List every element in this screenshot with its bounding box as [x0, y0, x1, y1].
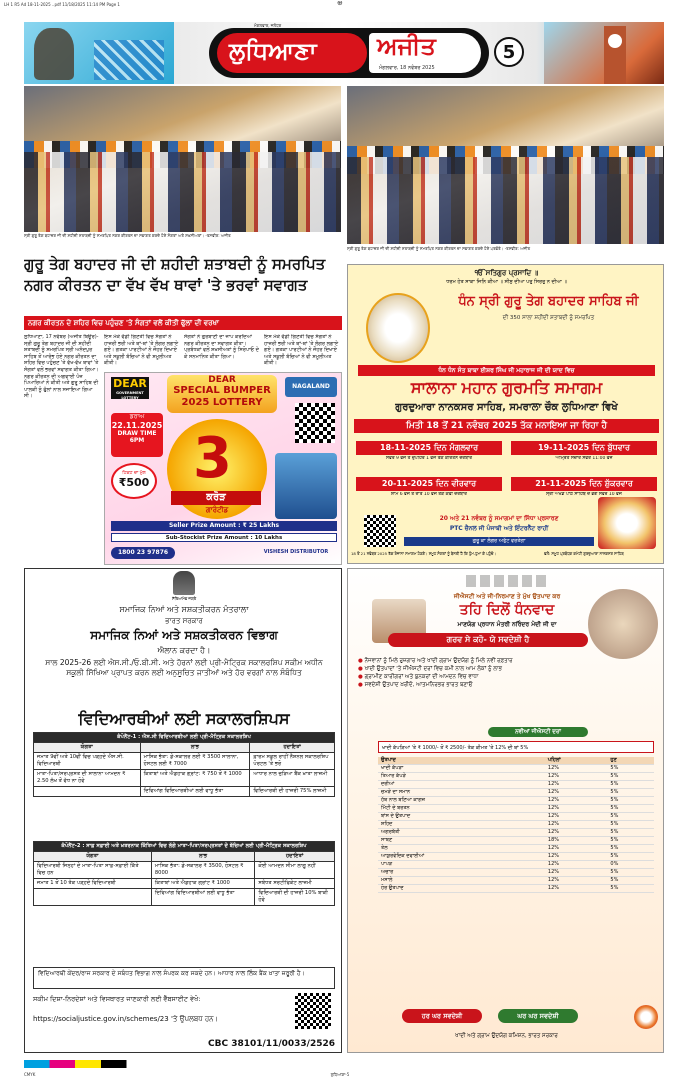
gst-points — [358, 657, 588, 689]
masthead-left-art — [24, 22, 174, 84]
gst-col-before: ਪਹਿਲਾਂ — [545, 757, 607, 765]
samagam-subtitle: ਦੀ 350 ਸਾਲਾ ਸ਼ਹੀਦੀ ਸ਼ਤਾਬਦੀ ਨੂੰ ਸਮਰਪਿਤ — [502, 315, 595, 321]
color-bar — [24, 1060, 664, 1068]
component-1-title: ਕੰਪੋਨੈਂਟ-1 : ਐਸ.ਸੀ ਵਿਦਿਆਰਥੀਆਂ ਲਈ ਪ੍ਰੀ-ਮੈਟ੍ਰਿਕ ਸਕਾਲਰਸ਼ਿਪ — [34, 733, 335, 743]
day-3-detail: ਸ਼ਾਮ 6 ਵਜੇ ਤੋਂ ਰਾਤ 10 ਵਜੇ ਤੱਕ ਕਵੀ ਦਰਬਾਰ — [391, 492, 467, 497]
lottery-distributor: VISHESH DISTRIBUTOR — [263, 549, 329, 555]
gst-heading: ਜੀਐਸਟੀ ਅਤੇ ਜੀ-ਨਿਰਮਾਣ ਤੇ ਮੁੱਖ ਉਤਪਾਦ ਕਰ — [453, 593, 561, 600]
department-name: ਸਮਾਜਿਕ ਨਿਆਂ ਅਤੇ ਸਸ਼ਕਤੀਕਰਨ ਵਿਭਾਗ — [90, 628, 278, 642]
table-row: ਚਮੜੇ ਦਾ ਸਮਾਨ 12% 5% — [378, 789, 654, 797]
draw-box: ਡਰਾਅ 22.11.2025 DRAW TIME 6PM — [111, 413, 163, 457]
component-2-title: ਕੰਪੋਨੈਂਟ-2 : ਸਾਫ਼ ਸਫ਼ਾਈ ਅਤੇ ਖ਼ਤਰਨਾਕ ਕਿੱਤਿਆਂ ਵਿਚ ਲੱਗੇ ਮਾਤਾ-ਪਿਤਾ/ਸਰਪ੍ਰਸਤਾਂ ਦੇ ਬੱਚਿਆਂ ਲਈ ਪ੍ਰੀ-ਮੈਟ੍ਰਿਕ ਸਕਾਲਰਸ਼ਿਪ — [34, 842, 335, 852]
gst-slogan: ਗਰਵ ਸੇ ਕਹੋ- ਯੇ ਸਵਦੇਸ਼ੀ ਹੈ — [388, 633, 588, 647]
article-column-2: ਇਸ ਮੌਕੇ ਵੱਡੀ ਗਿਣਤੀ ਵਿਚ ਸੰਗਤਾਂ ਨੇ ਹਾਜ਼ਰੀ ਭਰੀ ਅਤੇ ਥਾਂ-ਥਾਂ 'ਤੇ ਲੰਗਰ ਲਗਾਏ ਗਏ। ਗਤਕਾ ਪਾਰਟੀਆਂ ਨੇ ਜੌਹਰ ਦਿਖਾਏ ਅਤੇ ਸਕੂਲੀ ਬੱਚਿਆਂ ਨੇ ਵੀ ਸ਼ਮੂਲੀਅਤ ਕੀਤੀ। — [104, 334, 179, 367]
samagam-langar: ਗੁਰੂ ਕਾ ਲੰਗਰ ਅਤੁੱਟ ਵਰਤੇਗਾ — [404, 537, 594, 546]
swadeshi-button-1: ਹਰ ਘਰ ਸਵਦੇਸ਼ੀ — [402, 1009, 482, 1023]
gst-table-title: ਨਵੀਆਂ ਜੀਐਸਟੀ ਦਰਾਂ — [488, 727, 588, 737]
photo-left — [24, 86, 341, 232]
prize-amount: 3 — [193, 426, 232, 491]
lottery-title: DEAR SPECIAL BUMPER 2025 LOTTERY — [167, 375, 277, 413]
brand-ambassador-photo — [275, 453, 337, 519]
samagam-qr — [364, 515, 396, 547]
edition-note: ਮੰਗਲਵਾਰ, ਜਲੰਧਰ — [254, 23, 282, 28]
day-1-label: 18-11-2025 ਦਿਨ ਮੰਗਲਵਾਰ — [356, 441, 502, 455]
gst-price-line: ਖਾਦੀ ਕੱਪੜਿਆਂ 'ਤੇ ₹ 1000/- ਤੋਂ ₹ 2500/- ਤੱਕ ਕੀਮਤ 'ਤੇ 12% ਦੀ ਥਾਂ 5% — [378, 741, 654, 753]
city-title: ਲੁਧਿਆਣਾ — [229, 37, 317, 65]
list-item: ● ਨੌਜਵਾਨਾਂ ਨੂੰ ਮਿਲੇ ਰੁਜ਼ਗਾਰ ਅਤੇ ਖਾਦੀ ਗ੍ਰਾਮ ਉਦਯੋਗ ਨੂੰ ਮਿਲੇ ਨਵੀਂ ਰਫ਼ਤਾਰ — [358, 658, 513, 664]
scholarship-title: ਵਿਦਿਆਰਥੀਆਂ ਲਈ ਸਕਾਲਰਸ਼ਿਪਸ — [78, 709, 290, 728]
col-header-benefits: ਲਾਭ — [140, 743, 250, 753]
footer-page-label: ਲੁਧਿਆਣਾ-5 — [330, 1072, 350, 1077]
table-row: ਬਾਂਸ ਦੇ ਉਤਪਾਦ 12% 5% — [378, 813, 654, 821]
table-row: ਦਿਵਿਆਂਗ ਵਿਦਿਆਰਥੀਆਂ ਲਈ ਵਾਧੂ ਭੱਤਾ ਵਿਦਿਆਰਥੀ ਦੀ ਹਾਜ਼ਰੀ 10% ਬਾਕੀ ਹੋਵੇ — [34, 889, 335, 906]
table-row: ਮਾਤਾ-ਪਿਤਾ/ਸਰਪ੍ਰਸਤ ਦੀ ਸਾਲਾਨਾ ਆਮਦਨ ₹ 2.50 ਲੱਖ ਤੋਂ ਵੱਧ ਨਾ ਹੋਵੇ ਕਿਤਾਬਾਂ ਅਤੇ ਐਡਹਾਕ ਗ੍ਰਾਂਟ: ₹ 750 ਤੋਂ ₹ 1000 ਆਧਾਰ ਨਾਲ ਜੁੜਿਆ ਬੈਂਕ ਖ਼ਾਤਾ ਲਾਜ਼ਮੀ — [34, 770, 335, 787]
samagam-channels: PTC ਚੈਨਲ ਜੀ ਪੰਜਾਬੀ ਅਤੇ ਇੰਟਰਨੈੱਟ ਰਾਹੀਂ — [449, 525, 549, 532]
table-row: ਜਮਾਤ 9ਵੀਂ ਅਤੇ 10ਵੀਂ ਵਿਚ ਪੜ੍ਹਦੇ ਐਸ.ਸੀ. ਵਿਦਿਆਰਥੀ ਮਾਸਿਕ ਭੱਤਾ: ਡੇ-ਸਕਾਲਰ ਲਈ ₹ 3500 ਸਾਲਾਨਾ, ਹੋਸਟਲ ਲਈ ₹ 7000 ਫ਼ਾਰਮ ਸਕੂਲ ਰਾਹੀਂ ਨੈਸ਼ਨਲ ਸਕਾਲਰਸ਼ਿਪ ਪੋਰਟਲ 'ਤੇ ਭਰੋ — [34, 753, 335, 770]
gst-rate-table — [378, 757, 654, 893]
lottery-brand: DEAR GOVERNMENT LOTTERY — [111, 377, 149, 399]
scholarship-intro: ਸਾਲ 2025-26 ਲਈ ਐਸ.ਸੀ./ਓ.ਬੀ.ਸੀ. ਅਤੇ ਹੋਰਨਾਂ ਲਈ ਪ੍ਰੀ-ਮੈਟ੍ਰਿਕ ਸਕਾਲਰਸ਼ਿਪ ਸਕੀਮ ਅਧੀਨ ਸਕੂਲੀ ਸਿੱਖਿਆ ਪ੍ਰਾਪਤ ਕਰਨ ਲਈ ਅਨੁਸੂਚਿਤ ਜਾਤੀਆਂ ਅਤੇ ਹੋਰ ਵਰਗਾਂ ਨਾਲ ਸੰਬੰਧਿਤ — [45, 658, 323, 677]
table-row: ਅਚਾਰ 12% 5% — [378, 869, 654, 877]
lottery-ad — [104, 372, 342, 565]
swadeshi-button-2: ਘਰ ਘਰ ਸਵਦੇਸ਼ੀ — [498, 1009, 578, 1023]
lottery-phone: 1800 23 97876 — [111, 547, 175, 559]
samagam-main-title: ਸਾਲਾਨਾ ਮਹਾਨ ਗੁਰਮਤਿ ਸਮਾਗਮ — [410, 378, 603, 397]
samagam-footer-right: ਵਲੋਂ: ਸਮੂਹ ਪ੍ਰਬੰਧਕ ਕਮੇਟੀ ਗੁਰਦੁਆਰਾ ਨਾਨਕਸਰ ਸਾਹਿਬ — [544, 551, 624, 556]
list-item: ● ਗ੍ਰਾਮੀਣ ਕਾਰੀਗਰਾਂ ਅਤੇ ਬੁਨਕਰਾਂ ਦੀ ਆਮਦਨ ਵਿਚ ਵਾਧਾ — [358, 674, 479, 680]
masthead — [24, 22, 664, 84]
scholarship-qr — [295, 993, 331, 1029]
table-row: ਤਿਆਰ ਕੱਪੜੇ 12% 5% — [378, 773, 654, 781]
col-header-eligibility: ਯੋਗਤਾ — [34, 743, 141, 753]
article-column-3: ਸੰਗਤਾਂ ਨੇ ਗੁਰਬਾਣੀ ਦਾ ਜਾਪ ਕਰਦਿਆਂ ਨਗਰ ਕੀਰਤਨ ਦਾ ਸਵਾਗਤ ਕੀਤਾ। ਪ੍ਰਬੰਧਕਾਂ ਵਲੋਂ ਸ਼ਖ਼ਸੀਅਤਾਂ ਨੂੰ ਸਿਰੋਪਾਓ ਦੇ ਕੇ ਸਨਮਾਨਿਤ ਕੀਤਾ ਗਿਆ। — [184, 334, 259, 360]
photo-left-caption: ਸ੍ਰੀ ਗੁਰੂ ਤੇਗ ਬਹਾਦਰ ਜੀ ਦੀ ਸ਼ਹੀਦੀ ਸ਼ਤਾਬਦੀ ਨੂੰ ਸਮਰਪਿਤ ਨਗਰ ਕੀਰਤਨ ਦਾ ਸਵਾਗਤ ਕਰਦੇ ਹੋਏ ਸੰਗਤਾਂ ਅਤੇ ਸ਼ਖ਼ਸੀਅਤਾਂ। -ਤਸਵੀਰ: ਅਜੀਤ — [24, 233, 231, 238]
govt-name: ਭਾਰਤ ਸਰਕਾਰ — [165, 617, 203, 625]
gst-footer: ਖਾਦੀ ਅਤੇ ਗ੍ਰਾਮ ਉਦਯੋਗ ਕਮਿਸ਼ਨ, ਭਾਰਤ ਸਰਕਾਰ — [455, 1033, 558, 1039]
day-4-detail: ਸ੍ਰੀ ਅਖੰਡ ਪਾਠ ਸਾਹਿਬ ਦੇ ਭੋਗ ਸਵੇਰੇ 10 ਵਜੇ — [546, 492, 622, 497]
ministry-name: ਸਮਾਜਿਕ ਨਿਆਂ ਅਤੇ ਸਸ਼ਕਤੀਕਰਨ ਮੰਤਰਾਲਾ — [119, 605, 249, 614]
emblem-caption: ਸੱਤਿਆਮੇਵ ਜਯਤੇ — [171, 596, 197, 601]
masthead-title-pill — [209, 28, 489, 78]
photo-right — [347, 86, 664, 244]
page-number: 5 — [494, 37, 524, 67]
seller-prize: Seller Prize Amount : ₹ 25 Lakhs — [111, 521, 337, 531]
samagam-top-line: ੴ ਸਤਿਗੁਰ ਪ੍ਰਸਾਦਿ ॥ — [474, 269, 539, 277]
samagam-footer: 18 ਤੋਂ 21 ਨਵੰਬਰ 2025 ਤੱਕ ਰੋਜ਼ਾਨਾ ਸਮਾਗਮ ਹੋਣਗੇ। ਸਮੂਹ ਸੰਗਤਾਂ ਨੂੰ ਬੇਨਤੀ ਹੈ ਕਿ ਹੁੰਮ-ਹੁਮਾ ਕੇ ਪਹੁੰਚੋ। — [351, 551, 496, 556]
scholarship-url[interactable]: https://socialjustice.gov.in/schemes/23 'ਤੇ ਉਪਲਬਧ ਹਨ। — [33, 1015, 219, 1023]
day-2-detail: ਅੰਮ੍ਰਿਤ ਸੰਚਾਰ ਸਵੇਰੇ 11:00 ਵਜੇ — [555, 456, 613, 461]
print-info: LH 1 R5 Ad 18-11-2025 ..pdf 11/18/2025 11:14 PM Page 1 — [4, 2, 120, 7]
photo-right-caption: ਸ੍ਰੀ ਗੁਰੂ ਤੇਗ ਬਹਾਦਰ ਜੀ ਦੀ ਸ਼ਹੀਦੀ ਸ਼ਤਾਬਦੀ ਨੂੰ ਸਮਰਪਿਤ ਨਗਰ ਕੀਰਤਨ ਦਾ ਸਵਾਗਤ ਕਰਦੇ ਹੋਏ ਪਤਵੰਤੇ। -ਤਸਵੀਰ: ਅਜੀਤ — [347, 246, 531, 251]
table-row: ਮਿੱਟੀ ਦੇ ਬਰਤਨ 12% 5% — [378, 805, 654, 813]
clock-tower-art — [544, 22, 664, 84]
lottery-qr — [295, 403, 335, 443]
footer-cmyk: CMYK — [24, 1072, 36, 1077]
samagam-title: ਧੰਨ ਸ੍ਰੀ ਗੁਰੂ ਤੇਗ ਬਹਾਦਰ ਸਾਹਿਬ ਜੀ — [458, 294, 639, 309]
headline-line-2: ਨਗਰ ਕੀਰਤਨ ਦਾ ਵੱਖ ਵੱਖ ਥਾਵਾਂ 'ਤੇ ਭਰਵਾਂ ਸਵਾਗਤ — [24, 276, 308, 294]
cbc-number: CBC 38101/11/0033/2526 — [208, 1039, 335, 1049]
announce-text: ਐਲਾਨ ਕਰਦਾ ਹੈ। — [157, 646, 211, 655]
table-row: ਸਾਬਣ 18% 5% — [378, 837, 654, 845]
gst-col-product: ਉਤਪਾਦ — [378, 757, 545, 765]
saint-portrait — [366, 293, 430, 363]
table-row: ਪਾਪੜ 12% 0% — [378, 861, 654, 869]
samagam-venue: ਗੁਰਦੁਆਰਾ ਨਾਨਕਸਰ ਸਾਹਿਬ, ਸਮਰਾਲਾ ਚੌਕ ਲੁਧਿਆਣਾ ਵਿਖੇ — [395, 402, 618, 413]
table-row: ਤੇਲ 12% 5% — [378, 845, 654, 853]
gst-logos — [466, 575, 546, 587]
edition-date: ਮੰਗਲਵਾਰ, 18 ਨਵੰਬਰ 2025 — [379, 65, 435, 71]
samagam-broadcast-note: 20 ਅਤੇ 21 ਨਵੰਬਰ ਨੂੰ ਸਮਾਗਮਾਂ ਦਾ ਸਿੱਧਾ ਪ੍ਰਸਾਰਣ — [439, 515, 559, 522]
col-header-instructions: ਹਦਾਇਤਾਂ — [250, 743, 335, 753]
component-1-table — [33, 732, 335, 797]
sant-photo — [598, 497, 656, 549]
table-row: ਮਸਾਲੇ 12% 5% — [378, 877, 654, 885]
gst-col-now: ਹੁਣ — [607, 757, 654, 765]
article-column-4: ਇਸ ਮੌਕੇ ਵੱਡੀ ਗਿਣਤੀ ਵਿਚ ਸੰਗਤਾਂ ਨੇ ਹਾਜ਼ਰੀ ਭਰੀ ਅਤੇ ਥਾਂ-ਥਾਂ 'ਤੇ ਲੰਗਰ ਲਗਾਏ ਗਏ। ਗਤਕਾ ਪਾਰਟੀਆਂ ਨੇ ਜੌਹਰ ਦਿਖਾਏ ਅਤੇ ਸਕੂਲੀ ਬੱਚਿਆਂ ਨੇ ਵੀ ਸ਼ਮੂਲੀਅਤ ਕੀਤੀ। — [264, 334, 339, 367]
day-1-detail: ਸਵੇਰੇ 9 ਵਜੇ ਤੋਂ ਦੁਪਹਿਰ 1 ਵਜੇ ਤੱਕ ਕੀਰਤਨ ਦਰਬਾਰ — [386, 456, 472, 461]
gst-ad — [347, 568, 664, 1053]
subheadline: ਨਗਰ ਕੀਰਤਨ ਦੇ ਸ਼ਹਿਰ ਵਿਚ ਪਹੁੰਚਣ 'ਤੇ ਸੰਗਤਾਂ ਵਲੋਂ ਕੀਤੀ ਫੁੱਲਾਂ ਦੀ ਵਰਖਾ — [24, 316, 342, 330]
scholarship-note-2: ਸਕੀਮ ਦਿਸ਼ਾ-ਨਿਰਦੇਸ਼ਾਂ ਅਤੇ ਵਿਸਥਾਰਤ ਜਾਣਕਾਰੀ ਲਈ ਵੈੱਬਸਾਈਟ ਵੇਖੋ: — [33, 995, 201, 1003]
paper-name: ਅਜੀਤ — [377, 32, 436, 60]
article-column-1: ਲੁਧਿਆਣਾ, 17 ਨਵੰਬਰ (ਅਜੀਤ ਬਿਊਰੋ)-ਸ੍ਰੀ ਗੁਰੂ ਤੇਗ ਬਹਾਦਰ ਜੀ ਦੀ ਸ਼ਹੀਦੀ ਸ਼ਤਾਬਦੀ ਨੂੰ ਸਮਰਪਿਤ ਸ੍ਰੀ ਅਨੰਦਪੁਰ ਸਾਹਿਬ ਤੋਂ ਆਰੰਭ ਹੋਏ ਨਗਰ ਕੀਰਤਨ ਦਾ ਸ਼ਹਿਰ ਵਿਚ ਪਹੁੰਚਣ 'ਤੇ ਵੱਖ-ਵੱਖ ਥਾਵਾਂ 'ਤੇ ਸੰਗਤਾਂ ਵਲੋਂ ਭਰਵਾਂ ਸਵਾਗਤ ਕੀਤਾ ਗਿਆ। ਨਗਰ ਕੀਰਤਨ ਦੀ ਅਗਵਾਈ ਪੰਜ ਪਿਆਰਿਆਂ ਨੇ ਕੀਤੀ ਅਤੇ ਗੁਰੂ ਸਾਹਿਬ ਦੀ ਪਾਲਕੀ ਨੂੰ ਫੁੱਲਾਂ ਨਾਲ ਸਜਾਇਆ ਗਿਆ ਸੀ। — [24, 334, 99, 400]
samagam-verse: ਧਰਮ ਹੇਤ ਸਾਕਾ ਜਿਨਿ ਕੀਆ ॥ ਸੀਸੁ ਦੀਆ ਪਰੁ ਸਿਰਰੁ ਨ ਦੀਆ ॥ — [446, 279, 567, 285]
day-4-label: 21-11-2025 ਦਿਨ ਸ਼ੁੱਕਰਵਾਰ — [511, 477, 657, 491]
scholarship-note-1: ਵਿਦਿਆਰਥੀ ਕੇਂਦਰ/ਰਾਜ ਸਰਕਾਰ ਦੇ ਸਬੰਧਤ ਵਿਭਾਗ ਨਾਲ ਸੰਪਰਕ ਕਰ ਸਕਦੇ ਹਨ। ਆਧਾਰ ਨਾਲ ਲਿੰਕ ਬੈਂਕ ਖ਼ਾਤਾ ਜ਼ਰੂਰੀ ਹੈ। — [33, 967, 335, 989]
gst-thanks: ਤਹਿ ਦਿਲੋਂ ਧੰਨਵਾਦ — [459, 602, 555, 618]
prize-guaranteed: ਗਾਰੰਟੀਡ — [205, 506, 229, 514]
table-row: ਆਯੁਰਵੇਦਿਕ ਦਵਾਈਆਂ 12% 5% — [378, 853, 654, 861]
gst-pm-line: ਮਾਣਯੋਗ ਪ੍ਰਧਾਨ ਮੰਤਰੀ ਨਰਿੰਦਰ ਮੋਦੀ ਜੀ ਦਾ — [457, 621, 557, 628]
table-row: ਹੱਥ ਨਾਲ ਬਣਿਆ ਕਾਗਜ਼ 12% 5% — [378, 797, 654, 805]
samagam-ad — [347, 264, 664, 564]
samagam-banner: ਧੰਨ ਧੰਨ ਸੰਤ ਬਾਬਾ ਈਸ਼ਰ ਸਿੰਘ ਜੀ ਮਹਾਰਾਜ ਜੀ ਦੀ ਯਾਦ ਵਿਚ — [358, 365, 655, 376]
list-item: ● ਖਾਦੀ ਉਤਪਾਦਾਂ 'ਤੇ ਜੀਐਸਟੀ ਦਰਾਂ ਵਿਚ ਕਮੀ ਨਾਲ ਆਮ ਲੋਕਾਂ ਨੂੰ ਲਾਭ — [358, 666, 502, 672]
khadi-logo-icon — [634, 1005, 658, 1029]
charkha-art — [588, 589, 658, 659]
day-2-label: 19-11-2025 ਦਿਨ ਬੁੱਧਵਾਰ — [511, 441, 657, 455]
table-row: ਅਗਰਬੱਤੀ 12% 5% — [378, 829, 654, 837]
table-row: ਖਾਦੀ ਕੱਪੜਾ 12% 5% — [378, 765, 654, 773]
samagam-date-range: ਮਿਤੀ 18 ਤੋਂ 21 ਨਵੰਬਰ 2025 ਤੱਕ ਮਨਾਇਆ ਜਾ ਰਿਹਾ ਹੈ — [354, 419, 659, 433]
registration-mark: ⊕ — [337, 1, 343, 6]
sub-stockist-prize: Sub-Stockist Prize Amount : 10 Lakhs — [111, 533, 337, 542]
table-row: ਦਰੀਆਂ 12% 5% — [378, 781, 654, 789]
list-item: ● ਸਵਦੇਸ਼ੀ ਉਤਪਾਦ ਖ਼ਰੀਦੋ, ਆਤਮਨਿਰਭਰ ਭਾਰਤ ਬਣਾਓ — [358, 682, 473, 688]
lottery-state: NAGALAND — [285, 377, 337, 397]
day-3-label: 20-11-2025 ਦਿਨ ਵੀਰਵਾਰ — [356, 477, 502, 491]
scholarship-ad — [24, 568, 342, 1053]
table-row: ਜਮਾਤ 1 ਤੋਂ 10 ਤੱਕ ਪੜ੍ਹਦੇ ਵਿਦਿਆਰਥੀ ਕਿਤਾਬਾਂ ਅਤੇ ਐਡਹਾਕ ਗ੍ਰਾਂਟ ₹ 1000 ਸਬੰਧਤ ਸਰਟੀਫਿਕੇਟ ਲਾਜ਼ਮੀ — [34, 879, 335, 889]
table-row: ਸ਼ਹਿਦ 12% 5% — [378, 821, 654, 829]
headline-line-1: ਗੁਰੂ ਤੇਗ ਬਹਾਦਰ ਜੀ ਦੀ ਸ਼ਹੀਦੀ ਸ਼ਤਾਬਦੀ ਨੂੰ ਸਮਰਪਿਤ — [24, 255, 326, 273]
component-2-table: ਕੰਪੋਨੈਂਟ-2 : ਸਾਫ਼ ਸਫ਼ਾਈ ਅਤੇ ਖ਼ਤਰਨਾਕ ਕਿੱਤਿਆਂ ਵਿਚ ਲੱਗੇ ਮਾਤਾ-ਪਿਤਾ/ਸਰਪ੍ਰਸਤਾਂ ਦੇ ਬੱਚਿਆਂ ਲਈ ਪ੍ਰੀ-ਮੈਟ੍ਰਿਕ ਸਕਾਲਰਸ਼ਿਪ ਯੋਗਤਾ ਲਾਭ ਹਦਾਇਤਾਂ ਵਿਦਿਆਰਥੀ ਜਿਨ੍ਹਾਂ ਦੇ ਮਾਤਾ-ਪਿਤਾ ਸਾਫ਼-ਸਫ਼ਾਈ ਕਿੱਤੇ ਵਿਚ ਹਨ ਮਾਸਿਕ ਭੱਤਾ: ਡੇ-ਸਕਾਲਰ ₹ 3500, ਹੋਸਟਲ ₹ 8000 ਕੋਈ ਆਮਦਨ ਸੀਮਾ ਲਾਗੂ ਨਹੀਂ ਜਮਾਤ 1 ਤੋਂ 10 ਤੱਕ ਪੜ੍ਹਦੇ ਵਿਦਿਆਰਥੀ ਕਿਤਾਬਾਂ ਅਤੇ ਐਡਹਾਕ ਗ੍ਰਾਂਟ ₹ 1000 ਸਬੰਧਤ ਸਰਟੀਫਿਕੇਟ ਲਾਜ਼ਮੀ ਦਿਵਿਆਂਗ ਵਿਦਿਆਰਥੀਆਂ ਲਈ ਵਾਧੂ ਭੱਤਾ ਵਿਦਿਆਰਥੀ ਦੀ ਹਾਜ਼ਰੀ 10% ਬਾਕੀ ਹੋਵੇ — [33, 841, 335, 906]
table-row: ਦਿਵਿਆਂਗ ਵਿਦਿਆਰਥੀਆਂ ਲਈ ਵਾਧੂ ਭੱਤਾ ਵਿਦਿਆਰਥੀ ਦੀ ਹਾਜ਼ਰੀ 75% ਲਾਜ਼ਮੀ — [34, 787, 335, 797]
table-row: ਵਿਦਿਆਰਥੀ ਜਿਨ੍ਹਾਂ ਦੇ ਮਾਤਾ-ਪਿਤਾ ਸਾਫ਼-ਸਫ਼ਾਈ ਕਿੱਤੇ ਵਿਚ ਹਨ ਮਾਸਿਕ ਭੱਤਾ: ਡੇ-ਸਕਾਲਰ ₹ 3500, ਹੋਸਟਲ ₹ 8000 ਕੋਈ ਆਮਦਨ ਸੀਮਾ ਲਾਗੂ ਨਹੀਂ — [34, 862, 335, 879]
price-box: ਟਿਕਟ ਦਾ ਮੁੱਲ ₹500 — [111, 463, 157, 499]
prize-unit: ਕਰੋੜ — [171, 491, 261, 505]
table-row: ਹੋਰ ਉਤਪਾਦ 12% 5% — [378, 885, 654, 893]
national-emblem-icon — [173, 571, 195, 595]
